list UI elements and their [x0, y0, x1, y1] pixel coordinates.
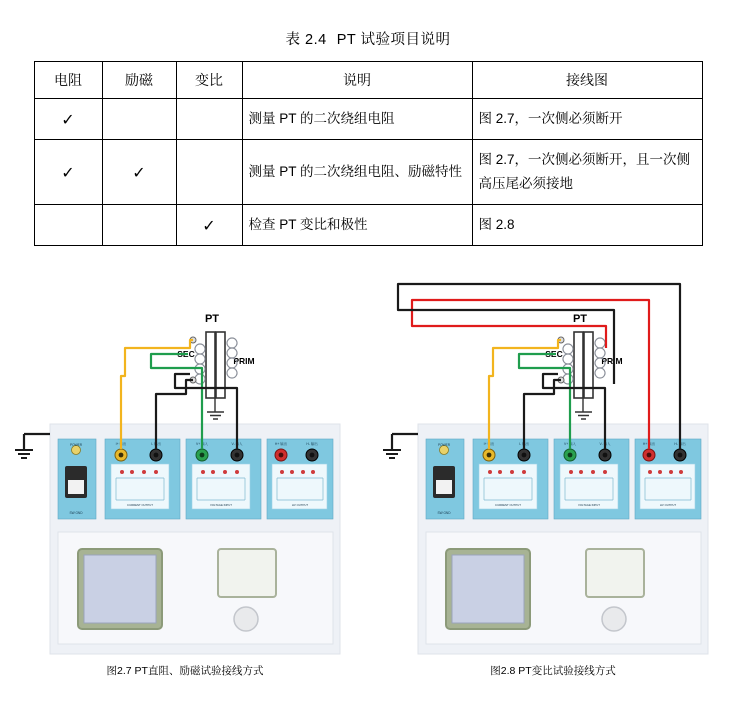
svg-text:V- 输入: V- 输入	[231, 442, 243, 446]
figures-container	[0, 264, 736, 684]
svg-text:H+ 输出: H+ 输出	[642, 442, 656, 446]
cell-wiring: 图 2.7，一次侧必须断开	[472, 99, 702, 140]
table-caption	[0, 28, 736, 49]
svg-text:I+ 输出: I+ 输出	[115, 442, 127, 446]
figure-2-7-caption: 图2.7 PT直阻、励磁试验接线方式	[106, 665, 264, 677]
svg-text:VOLTAGE INPUT: VOLTAGE INPUT	[578, 503, 600, 507]
figure-2-8	[378, 264, 728, 684]
cell-description: 测量 PT 的二次绕组电阻、励磁特性	[242, 140, 472, 205]
svg-text:H- 输出: H- 输出	[674, 442, 686, 446]
svg-text:HV OUTPUT: HV OUTPUT	[291, 503, 309, 507]
svg-text:POWER: POWER	[437, 443, 451, 447]
svg-text:V+ 输入: V+ 输入	[564, 442, 576, 446]
cell-excitation-check	[102, 205, 176, 246]
column-header-wiring: 接线图	[472, 62, 702, 99]
cell-description: 检查 PT 变比和极性	[242, 205, 472, 246]
cell-ratio-check	[176, 99, 242, 140]
svg-text:SEC: SEC	[177, 349, 195, 359]
svg-text:SW GND: SW GND	[437, 511, 451, 515]
cell-description: 测量 PT 的二次绕组电阻	[242, 99, 472, 140]
svg-text:V+ 输入: V+ 输入	[196, 442, 208, 446]
table-row	[34, 140, 702, 205]
svg-text:CURRENT OUTPUT: CURRENT OUTPUT	[495, 503, 521, 507]
table-caption-title: PT 试验项目说明	[336, 32, 451, 48]
svg-text:PRIM: PRIM	[233, 356, 255, 366]
svg-text:POWER: POWER	[69, 443, 83, 447]
cell-ratio-check: ✓	[176, 205, 242, 246]
svg-text:PT: PT	[204, 313, 220, 325]
table-row	[34, 99, 702, 140]
svg-text:I- 输出: I- 输出	[151, 442, 161, 446]
document-page	[0, 28, 736, 706]
svg-text:I- 输出: I- 输出	[519, 442, 529, 446]
column-header-excitation: 励磁	[102, 62, 176, 99]
figure-2-7	[10, 264, 360, 684]
column-header-resistance: 电阻	[34, 62, 102, 99]
svg-text:H- 输出: H- 输出	[306, 442, 318, 446]
pt-test-items-table	[34, 61, 703, 246]
table-row	[34, 205, 702, 246]
table-caption-number: 表 2.4	[285, 32, 327, 48]
svg-text:VOLTAGE INPUT: VOLTAGE INPUT	[210, 503, 232, 507]
table-header-row	[34, 62, 702, 99]
cell-resistance-check: ✓	[34, 99, 102, 140]
svg-text:SW GND: SW GND	[69, 511, 83, 515]
column-header-description: 说明	[242, 62, 472, 99]
svg-text:PT: PT	[572, 313, 588, 325]
svg-text:HV OUTPUT: HV OUTPUT	[659, 503, 677, 507]
svg-text:H+ 输出: H+ 输出	[274, 442, 288, 446]
svg-text:I+ 输出: I+ 输出	[483, 442, 495, 446]
cell-excitation-check	[102, 99, 176, 140]
cell-wiring: 图 2.7，一次侧必须断开，且一次侧高压尾必须接地	[472, 140, 702, 205]
svg-text:V- 输入: V- 输入	[599, 442, 611, 446]
cell-ratio-check	[176, 140, 242, 205]
cell-resistance-check: ✓	[34, 140, 102, 205]
svg-text:CURRENT OUTPUT: CURRENT OUTPUT	[127, 503, 153, 507]
column-header-ratio: 变比	[176, 62, 242, 99]
cell-wiring: 图 2.8	[472, 205, 702, 246]
svg-text:PRIM: PRIM	[601, 356, 623, 366]
svg-text:SEC: SEC	[545, 349, 563, 359]
cell-resistance-check	[34, 205, 102, 246]
figure-2-8-caption: 图2.8 PT变比试验接线方式	[490, 665, 616, 677]
cell-excitation-check: ✓	[102, 140, 176, 205]
